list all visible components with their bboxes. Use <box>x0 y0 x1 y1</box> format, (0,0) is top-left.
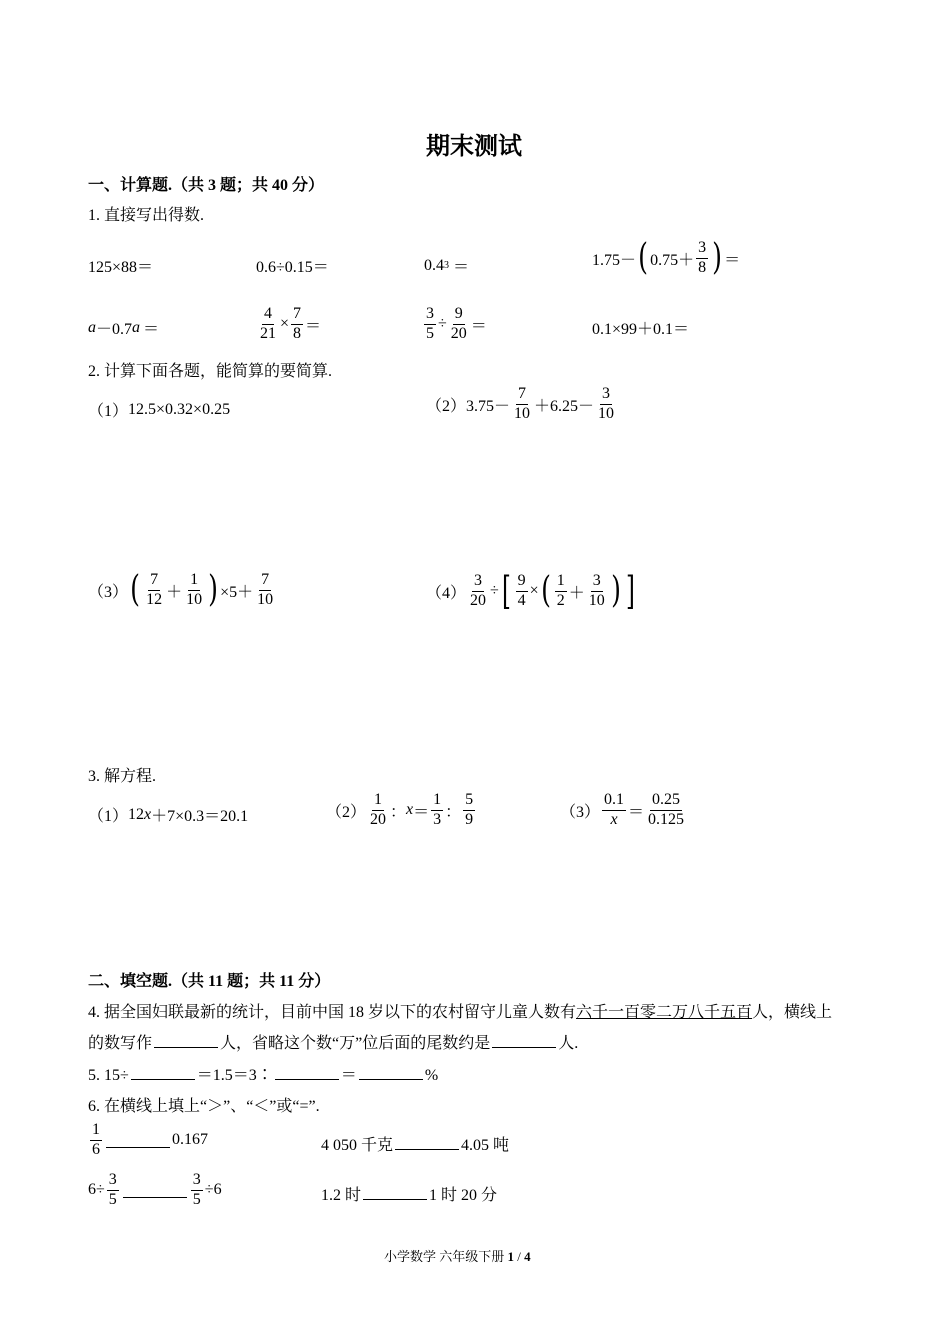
denominator: 9 <box>465 810 474 828</box>
left-paren: ( <box>540 570 551 611</box>
fraction <box>258 306 278 343</box>
fraction <box>424 306 436 343</box>
fraction <box>144 572 164 609</box>
answer-blank[interactable] <box>359 1065 423 1080</box>
expr-text: ＋6.25－ <box>534 397 595 415</box>
answer-blank[interactable] <box>492 1033 556 1048</box>
denominator: 21 <box>260 324 276 342</box>
question-3-label: 3. 解方程. <box>88 768 157 785</box>
numerator: 7 <box>148 572 160 591</box>
q6-row-2-left <box>88 1172 222 1209</box>
denominator: 10 <box>257 590 274 608</box>
colon: ： <box>445 803 462 821</box>
answer-blank[interactable] <box>123 1183 187 1198</box>
denominator: 2 <box>556 591 565 609</box>
footer-separator: / <box>514 1249 525 1264</box>
expr-text: 12 <box>128 805 145 823</box>
numerator: 3 <box>107 1172 119 1191</box>
answer-blank[interactable] <box>131 1065 195 1080</box>
q1-item-h-text: 0.1×99＋0.1＝ <box>592 321 690 338</box>
question-4-line-2 <box>88 1030 578 1053</box>
question-4-line-1 <box>88 999 832 1022</box>
plus-op: ＋ <box>166 583 183 601</box>
answer-blank[interactable] <box>363 1185 427 1200</box>
numerator: 9 <box>516 573 528 592</box>
numerator: 3 <box>191 1172 203 1191</box>
q3-equation-3 <box>560 792 688 829</box>
times-op: × <box>529 582 539 599</box>
q2-part-3 <box>88 569 277 611</box>
q6-row-2-right <box>321 1182 497 1205</box>
q4-text: 人. <box>558 1035 579 1052</box>
part-label: （2） <box>426 397 467 415</box>
expr-text: ＋7×0.3＝20.1 <box>151 808 249 825</box>
fraction <box>596 386 616 423</box>
q1-item-c-exp: 3 <box>444 260 449 271</box>
footer-page-number: 1 <box>507 1249 515 1264</box>
q4-text: 人，横线上 <box>752 1004 833 1021</box>
q2-part-1-expr: 12.5×0.32×0.25 <box>128 400 231 418</box>
q5-text: ＝1.5＝3∶ <box>196 1067 273 1084</box>
q1-item-e <box>88 316 159 339</box>
denominator: 6 <box>92 1140 100 1158</box>
denominator: 20 <box>470 591 487 609</box>
fraction <box>463 792 475 829</box>
q1-item-c <box>424 254 469 277</box>
question-6-label: 6. 在横线上填上“＞”、“＜”或“=”. <box>88 1098 320 1115</box>
q4-underlined-number: 六千一百零二万八千五百 <box>576 1004 753 1021</box>
answer-blank[interactable] <box>154 1033 218 1048</box>
fraction <box>184 572 204 609</box>
q2-part-1 <box>88 398 230 421</box>
q4-text: 人，省略这个数“万”位后面的尾数约是 <box>220 1035 491 1052</box>
q1-item-b <box>256 254 329 277</box>
part-label: （3） <box>88 583 129 601</box>
q1-item-g <box>422 306 487 343</box>
q1-item-h <box>592 316 689 339</box>
numerator: 1 <box>372 792 384 811</box>
expr-text: 4.05 吨 <box>461 1137 510 1154</box>
denominator: 8 <box>293 324 302 342</box>
question-5 <box>88 1062 438 1085</box>
fraction <box>368 792 388 829</box>
answer-blank[interactable] <box>395 1135 459 1150</box>
answer-blank[interactable] <box>275 1065 339 1080</box>
page-footer <box>384 1246 531 1265</box>
expr-text: 3.75－ <box>466 397 511 415</box>
q1-item-f-eq: ＝ <box>305 317 322 335</box>
page-title: 期末测试 <box>426 134 522 160</box>
q5-text: % <box>424 1067 439 1084</box>
left-paren: ( <box>130 569 140 611</box>
denominator: 3 <box>433 810 442 828</box>
q4-text: 的数写作 <box>88 1035 153 1052</box>
answer-blank[interactable] <box>106 1133 170 1148</box>
expr-text: 1.2 时 <box>321 1187 362 1204</box>
numerator: 7 <box>516 386 528 405</box>
part-label: （2） <box>326 803 367 821</box>
numerator: 3 <box>591 573 603 592</box>
q3-equation-2 <box>326 792 477 829</box>
fraction <box>602 792 626 829</box>
fraction <box>646 792 686 829</box>
section-heading-1: 一、计算题.（共 3 题；共 40 分） <box>88 177 325 194</box>
equals: ＝ <box>628 803 645 821</box>
denominator: 5 <box>108 1190 117 1208</box>
denominator: 10 <box>598 404 615 422</box>
divide-op: ÷ <box>490 582 499 599</box>
q1-item-d <box>592 237 741 279</box>
question-2-label: 2. 计算下面各题，能简算的要简算. <box>88 363 333 380</box>
numerator: 1 <box>188 572 200 591</box>
fraction <box>191 1172 203 1209</box>
numerator: 7 <box>291 306 303 325</box>
denominator: 20 <box>450 324 467 342</box>
q1-item-c-base: 0.4 <box>424 256 444 274</box>
denominator: 5 <box>192 1190 201 1208</box>
denominator: 0.125 <box>648 810 685 828</box>
numerator: 1 <box>90 1122 102 1141</box>
fraction <box>587 573 607 610</box>
q1-item-d-eq: ＝ <box>724 251 741 269</box>
numerator: 9 <box>453 306 465 325</box>
denominator: 4 <box>517 591 526 609</box>
denominator: 10 <box>186 590 203 608</box>
q6-row-1-right <box>321 1132 509 1155</box>
section-heading-2: 二、填空题.（共 11 题；共 11 分） <box>88 973 331 990</box>
footer-text: 小学数学 六年级下册 <box>384 1249 505 1264</box>
expr-text: 0.167 <box>172 1131 208 1149</box>
q1-item-d-inner: 0.75＋ <box>650 251 695 269</box>
q1-item-e-var2: a <box>132 318 141 336</box>
left-bracket: [ <box>501 569 511 613</box>
expr-text: ×5＋ <box>220 583 254 601</box>
q6-row-1-left <box>88 1122 208 1159</box>
denominator: 12 <box>146 590 163 608</box>
denominator: 10 <box>588 591 605 609</box>
fraction <box>431 792 443 829</box>
expr-text: ÷6 <box>204 1181 222 1199</box>
fraction <box>291 306 303 343</box>
expr-text: 6÷ <box>88 1181 105 1199</box>
q1-item-d-start: 1.75－ <box>592 251 637 269</box>
part-label: （1） <box>88 403 129 420</box>
footer-page-total: 4 <box>524 1249 531 1264</box>
right-paren: ) <box>208 569 219 611</box>
times-op: × <box>280 315 290 333</box>
q1-item-e-mid: －0.7 <box>96 321 133 338</box>
q5-text: 5. 15÷ <box>88 1067 129 1084</box>
part-label: （3） <box>560 803 601 821</box>
divide-op: ÷ <box>438 315 447 333</box>
denominator: 10 <box>514 404 531 422</box>
plus-op: ＋ <box>568 584 585 602</box>
colon: ： <box>390 803 407 821</box>
q1-item-b-text: 0.6÷0.15＝ <box>256 259 329 276</box>
numerator: 1 <box>431 792 443 811</box>
right-bracket: ] <box>625 569 635 613</box>
numerator: 3 <box>472 573 484 592</box>
fraction <box>107 1172 119 1209</box>
q1-item-f <box>256 306 321 343</box>
denominator: x <box>610 810 618 828</box>
fraction <box>516 573 528 610</box>
q1-item-a <box>88 254 153 277</box>
numerator: 7 <box>259 572 271 591</box>
numerator: 3 <box>696 240 708 259</box>
numerator: 5 <box>463 792 475 811</box>
q1-item-c-eq: ＝ <box>453 259 470 276</box>
q2-part-4 <box>426 569 638 613</box>
numerator: 3 <box>424 306 436 325</box>
numerator: 4 <box>262 306 274 325</box>
left-paren: ( <box>638 237 648 279</box>
variable-x: x <box>406 801 414 819</box>
question-1-label: 1. 直接写出得数. <box>88 207 205 224</box>
numerator: 0.25 <box>650 792 682 811</box>
part-label: （4） <box>426 584 467 602</box>
numerator: 3 <box>600 386 612 405</box>
q1-item-e-var: a <box>88 318 96 336</box>
q1-item-a-text: 125×88＝ <box>88 259 154 276</box>
q1-item-d-fraction <box>696 240 708 277</box>
numerator: 0.1 <box>602 792 626 811</box>
fraction <box>512 386 532 423</box>
fraction <box>255 572 275 609</box>
denominator: 5 <box>426 324 434 342</box>
q2-part-2 <box>426 386 618 423</box>
right-paren: ) <box>712 237 723 279</box>
fraction <box>555 573 567 610</box>
fraction <box>449 306 469 343</box>
q5-text: ＝ <box>340 1067 357 1084</box>
q1-item-g-eq: ＝ <box>470 317 487 335</box>
q4-text: 4. 据全国妇联最新的统计，目前中国 18 岁以下的农村留守儿童人数有 <box>88 1004 577 1021</box>
expr-text: 4 050 千克 <box>321 1137 394 1154</box>
equals: ＝ <box>413 803 430 821</box>
fraction <box>90 1122 102 1159</box>
expr-text: 1 时 20 分 <box>429 1187 498 1204</box>
q1-item-e-eq: ＝ <box>143 321 160 338</box>
variable-x: x <box>144 805 152 823</box>
numerator: 1 <box>555 573 567 592</box>
part-label: （1） <box>88 808 129 825</box>
fraction <box>468 573 488 610</box>
denominator: 20 <box>370 810 387 828</box>
denominator: 8 <box>698 258 707 276</box>
q3-equation-1 <box>88 803 248 826</box>
right-paren: ) <box>610 570 621 611</box>
